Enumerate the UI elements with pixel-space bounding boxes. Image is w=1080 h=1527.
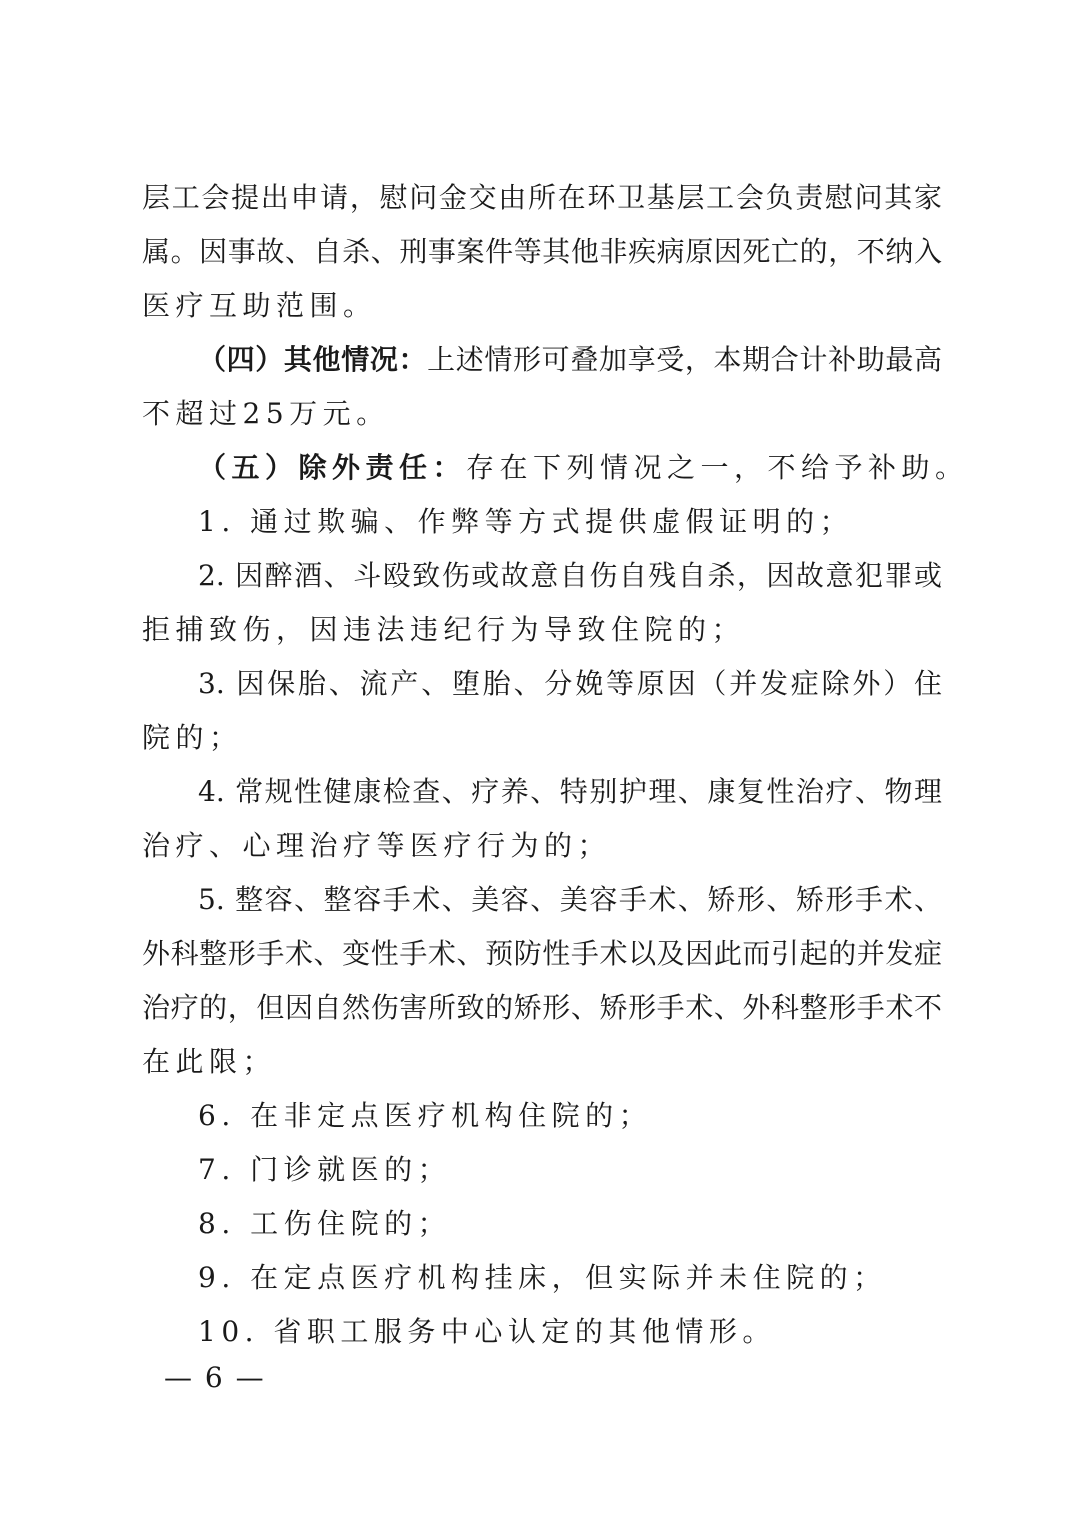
list-item-1: 1. 通过欺骗、作弊等方式提供虚假证明的； — [198, 505, 854, 538]
list-item-9: 9. 在定点医疗机构挂床，但实际并未住院的； — [198, 1261, 887, 1294]
list-item-5-cont: 治疗的，但因自然伤害所致的矫形、矫形手术、外科整形手术不 — [142, 991, 942, 1024]
list-item-5: 5. 整容、整容手术、美容、美容手术、矫形、矫形手术、 — [198, 883, 942, 916]
section-five-text: 存在下列情况之一，不给予补助。 — [466, 451, 969, 484]
list-item-3: 3. 因保胎、流产、堕胎、分娩等原因（并发症除外）住 — [198, 667, 942, 700]
paragraph-line: 属。因事故、自杀、刑事案件等其他非疾病原因死亡的，不纳入 — [142, 235, 942, 268]
list-item-3-cont: 院的； — [142, 721, 243, 754]
list-item-2-cont: 拒捕致伤，因违法违纪行为导致住院的； — [142, 613, 746, 646]
paragraph-line: 层工会提出申请，慰问金交由所在环卫基层工会负责慰问其家 — [142, 181, 942, 214]
section-five-heading: （五）除外责任： — [198, 451, 467, 484]
section-five-line — [198, 448, 969, 488]
list-item-4: 4. 常规性健康检查、疗养、特别护理、康复性治疗、物理 — [198, 775, 942, 808]
list-item-5-cont: 在此限； — [142, 1045, 277, 1078]
list-item-8: 8. 工伤住院的； — [198, 1207, 452, 1240]
section-four-line — [198, 340, 942, 380]
list-item-2: 2. 因醉酒、斗殴致伤或故意自伤自残自杀，因故意犯罪或 — [198, 559, 942, 592]
list-item-5-cont: 外科整形手术、变性手术、预防性手术以及因此而引起的并发症 — [142, 937, 942, 970]
list-item-10: 10. 省职工服务中心认定的其他情形。 — [198, 1315, 776, 1348]
page-number: — 6 — — [164, 1361, 266, 1394]
list-item-7: 7. 门诊就医的； — [198, 1153, 452, 1186]
list-item-4-cont: 治疗、心理治疗等医疗行为的； — [142, 829, 612, 862]
list-item-6: 6. 在非定点医疗机构住院的； — [198, 1099, 653, 1132]
paragraph-line: 医疗互助范围。 — [142, 289, 377, 322]
section-four-heading: （四）其他情况： — [198, 343, 428, 376]
section-four-text: 上述情形可叠加享受，本期合计补助最高 — [427, 343, 942, 376]
paragraph-line: 不超过25万元。 — [142, 397, 390, 430]
